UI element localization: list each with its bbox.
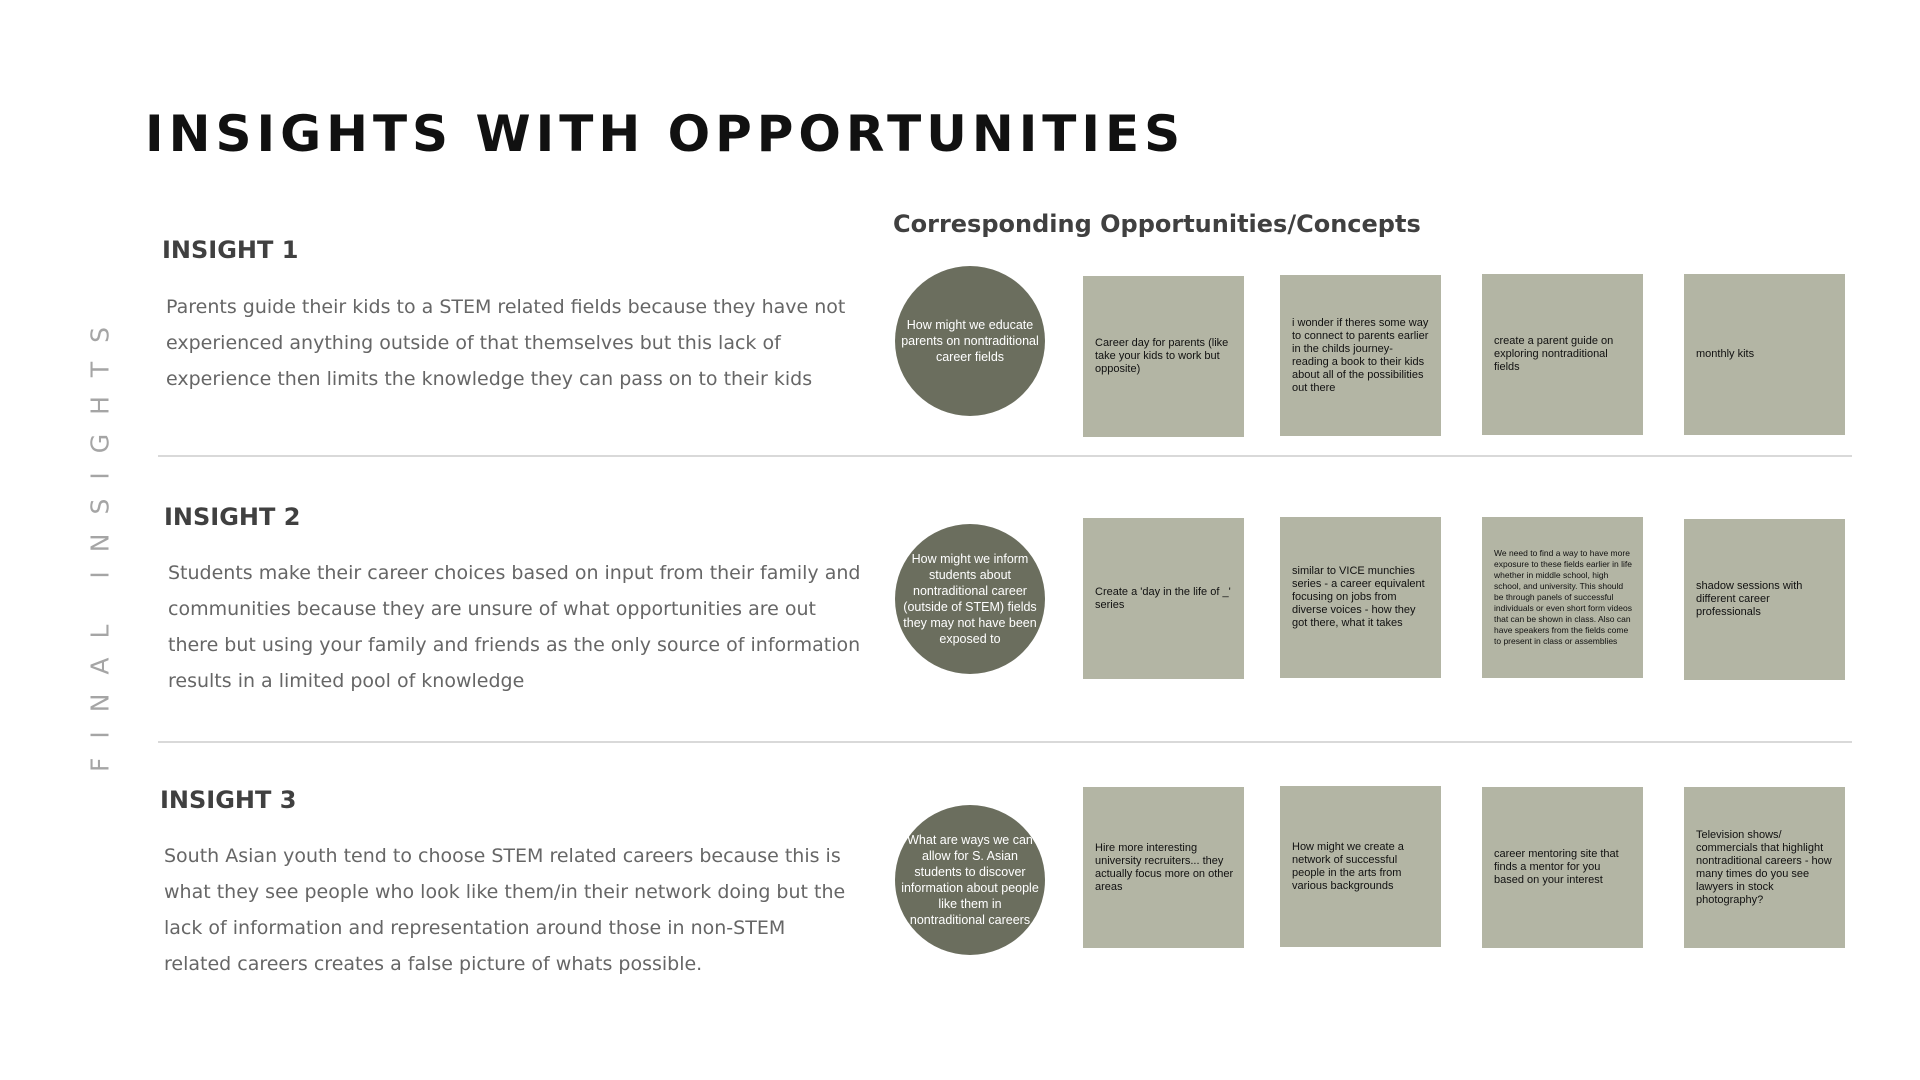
concept-text: How might we create a network of successful people in the arts from various backgrounds [1292, 840, 1404, 892]
concept-text: Hire more interesting university recruiters... they actually focus more on other areas [1095, 841, 1234, 893]
concept-text: monthly kits [1696, 348, 1755, 360]
hmw-question: What are ways we can allow for S. Asian students to discover information about people like them in nontraditional careers [901, 833, 1039, 927]
section-divider [158, 741, 1852, 743]
concept-text: similar to VICE munchies series - a career equivalent focusing on jobs from diverse voices - how they got there, what it takes [1292, 565, 1425, 629]
side-label: FINAL INSIGHTS [85, 307, 115, 773]
concept-text: We need to find a way to have more exposure to these fields earlier in life whether in middle school, high school, and university. This should be through panels of successful individuals or even short form videos that can be shown in class. Also can have speakers from the fields come to present in class or assemblies [1494, 548, 1632, 646]
concept-text: Create a 'day in the life of _' series [1095, 585, 1231, 611]
insight-text: South Asian youth tend to choose STEM related careers because this is what they see people who look like them/in their network doing but the lack of information and representation around those in non-STEM related careers creates a false picture of whats possible. [164, 845, 846, 975]
concept-text: Television shows/ commercials that highlight nontraditional careers - how many times do you see lawyers in stock photography? [1696, 828, 1832, 906]
concept-note [1083, 518, 1244, 679]
hmw-question: How might we inform students about nontraditional career (outside of STEM) fields they may not have been exposed to [903, 552, 1037, 646]
concept-note [1482, 274, 1643, 435]
concept-note [1280, 786, 1441, 947]
concept-note [1280, 517, 1441, 678]
concept-note [1482, 787, 1643, 948]
insight-title: INSIGHT 1 [162, 236, 299, 264]
concept-note [1482, 517, 1643, 678]
hmw-question: How might we educate parents on nontraditional career fields [901, 318, 1039, 364]
page-title: INSIGHTS WITH OPPORTUNITIES [145, 105, 1186, 163]
hmw-circle [895, 524, 1045, 674]
hmw-circle [895, 266, 1045, 416]
concept-note [1083, 276, 1244, 437]
concept-text: Career day for parents (like take your kids to work but opposite) [1095, 337, 1229, 375]
concept-note [1684, 519, 1845, 680]
concept-note [1684, 274, 1845, 435]
insight-text: Parents guide their kids to a STEM related fields because they have not experienced anything outside of that themselves but this lack of experience then limits the knowledge they can pass on to their kids [166, 296, 846, 390]
concept-text: i wonder if theres some way to connect to parents earlier in the childs journey- reading a book to their kids about all of the possibilities out there [1292, 316, 1429, 394]
hmw-circle [895, 805, 1045, 955]
concept-text: career mentoring site that finds a mentor for you based on your interest [1494, 848, 1619, 886]
concept-text: shadow sessions with different career professionals [1696, 580, 1803, 618]
concept-note [1684, 787, 1845, 948]
concept-note [1083, 787, 1244, 948]
insight-title: INSIGHT 2 [164, 503, 301, 531]
opportunities-heading: Corresponding Opportunities/Concepts [893, 210, 1421, 238]
insight-text: Students make their career choices based on input from their family and communities because they are unsure of what opportunities are out there but using your family and friends as the only source of information results in a limited pool of knowledge [168, 562, 861, 692]
insight-title: INSIGHT 3 [160, 786, 297, 814]
concept-note [1280, 275, 1441, 436]
section-divider [158, 455, 1852, 457]
concept-text: create a parent guide on exploring nontraditional fields [1494, 335, 1614, 373]
